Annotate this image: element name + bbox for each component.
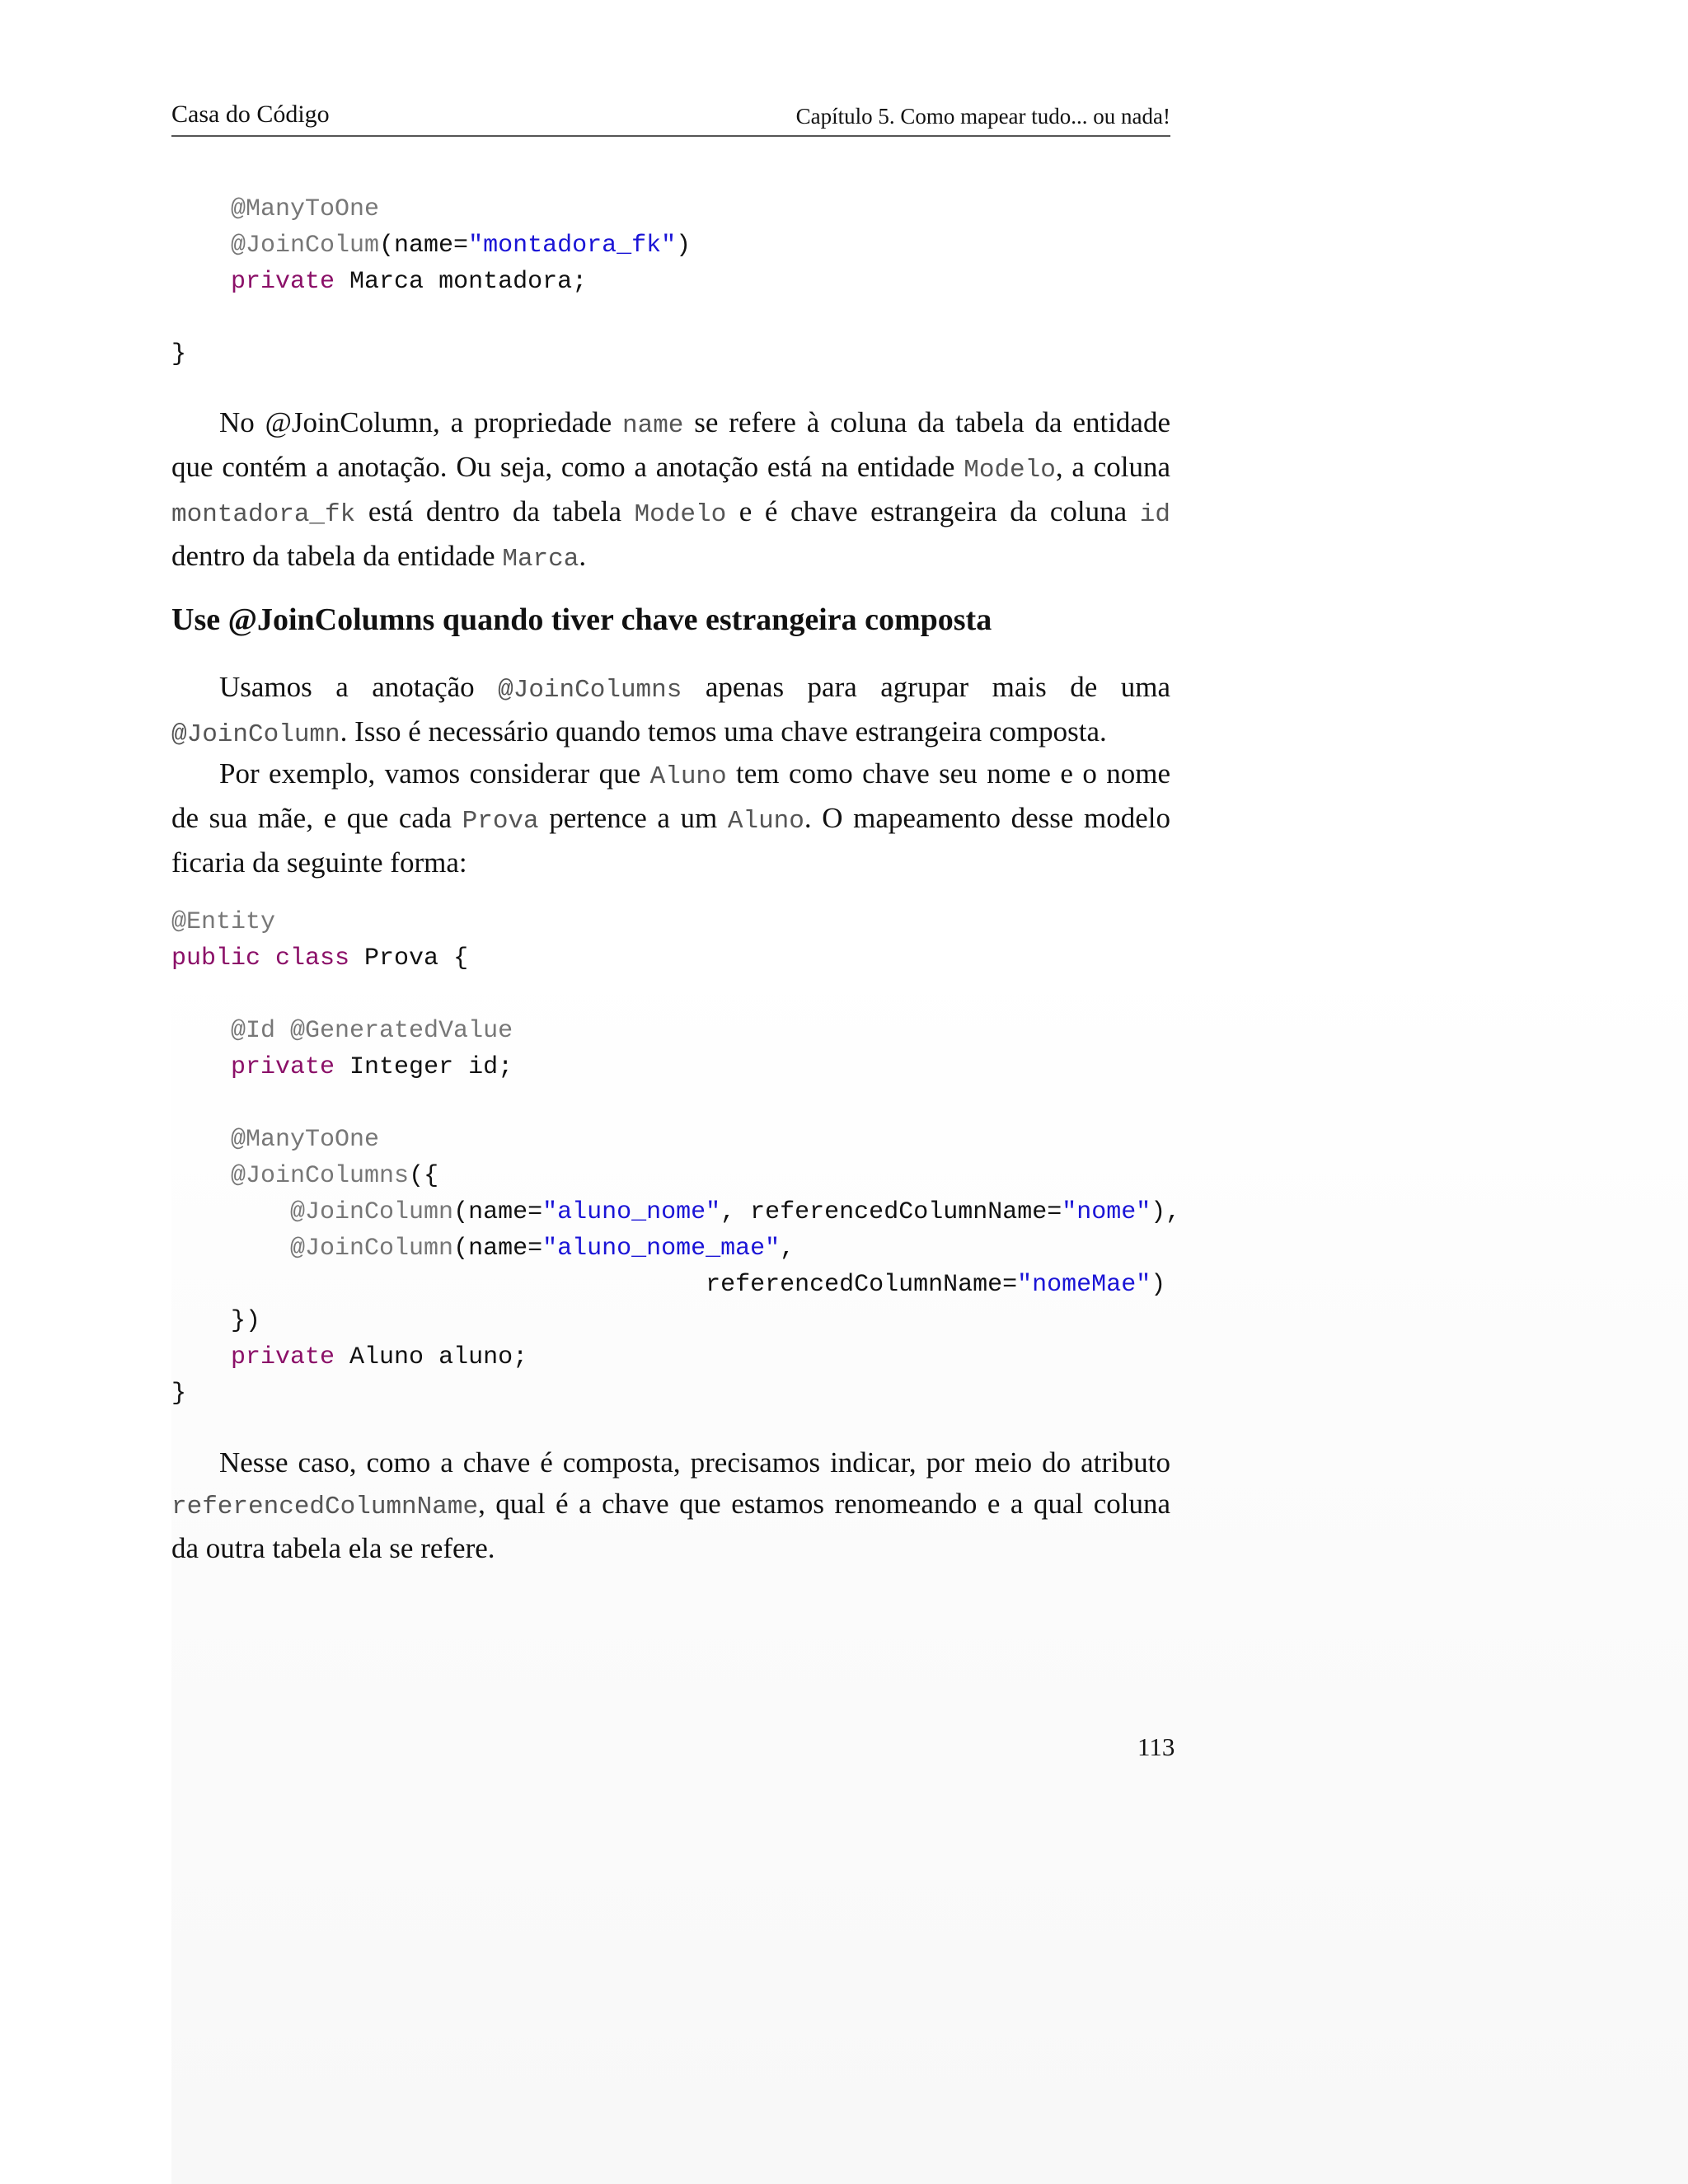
code-line — [171, 977, 1180, 1013]
code-line: @JoinColumn(name="aluno_nome_mae", — [290, 1235, 795, 1263]
code-line: @JoinColumn(name="aluno_nome", referencedColumnName="nome"), — [290, 1198, 1181, 1226]
code-block-2 — [171, 904, 1180, 1412]
code-line: @JoinColum(name="montadora_fk") — [231, 232, 692, 260]
code-line: @Id @GeneratedValue — [231, 1017, 513, 1045]
code-line: @Entity — [171, 908, 276, 936]
code-line: public class Prova { — [171, 944, 469, 972]
chapter-title: Capítulo 5. Como mapear tudo... ou nada! — [795, 104, 1170, 129]
section-heading: Use @JoinColumns quando tiver chave estrangeira composta — [171, 602, 992, 637]
body-paragraph: No @JoinColumn, a propriedade name se refere à coluna da tabela da entidade que contém a anotação. Ou seja, como a anotação está na entidade Modelo, a coluna montadora_fk está dentro da tabela Modelo e é chave estrangeira da coluna id dentro da tabela da entidade Marca. — [171, 406, 1171, 574]
code-line: private Marca montadora; — [231, 268, 588, 296]
code-line — [171, 1085, 1180, 1122]
code-line: } — [171, 1380, 187, 1408]
code-line: @ManyToOne — [231, 195, 380, 223]
body-paragraph: Usamos a anotação @JoinColumns apenas para agrupar mais de uma @JoinColumn. Isso é necessário quando temos uma chave estrangeira composta. — [171, 671, 1170, 749]
running-header — [171, 97, 1170, 137]
page-number: 113 — [1137, 1732, 1175, 1761]
code-line: referencedColumnName="nomeMae") — [706, 1271, 1166, 1299]
code-line — [171, 300, 691, 336]
code-block-1 — [171, 191, 691, 373]
body-paragraph: Por exemplo, vamos considerar que Aluno tem como chave seu nome e o nome de sua mãe, e que cada Prova pertence a um Aluno. O mapeamento desse modelo ficaria da seguinte forma: — [171, 757, 1170, 879]
code-line: private Integer id; — [231, 1053, 513, 1081]
code-line: @JoinColumns({ — [231, 1162, 439, 1190]
body-paragraph: Nesse caso, como a chave é composta, precisamos indicar, por meio do atributo referencedColumnName, qual é a chave que estamos renomeando e a qual coluna da outra tabela ela se refere. — [171, 1446, 1170, 1564]
book-title: Casa do Código — [171, 101, 330, 128]
code-line: @ManyToOne — [231, 1126, 380, 1154]
code-line: } — [171, 340, 187, 368]
code-line: }) — [231, 1307, 261, 1335]
code-line: private Aluno aluno; — [231, 1343, 528, 1371]
